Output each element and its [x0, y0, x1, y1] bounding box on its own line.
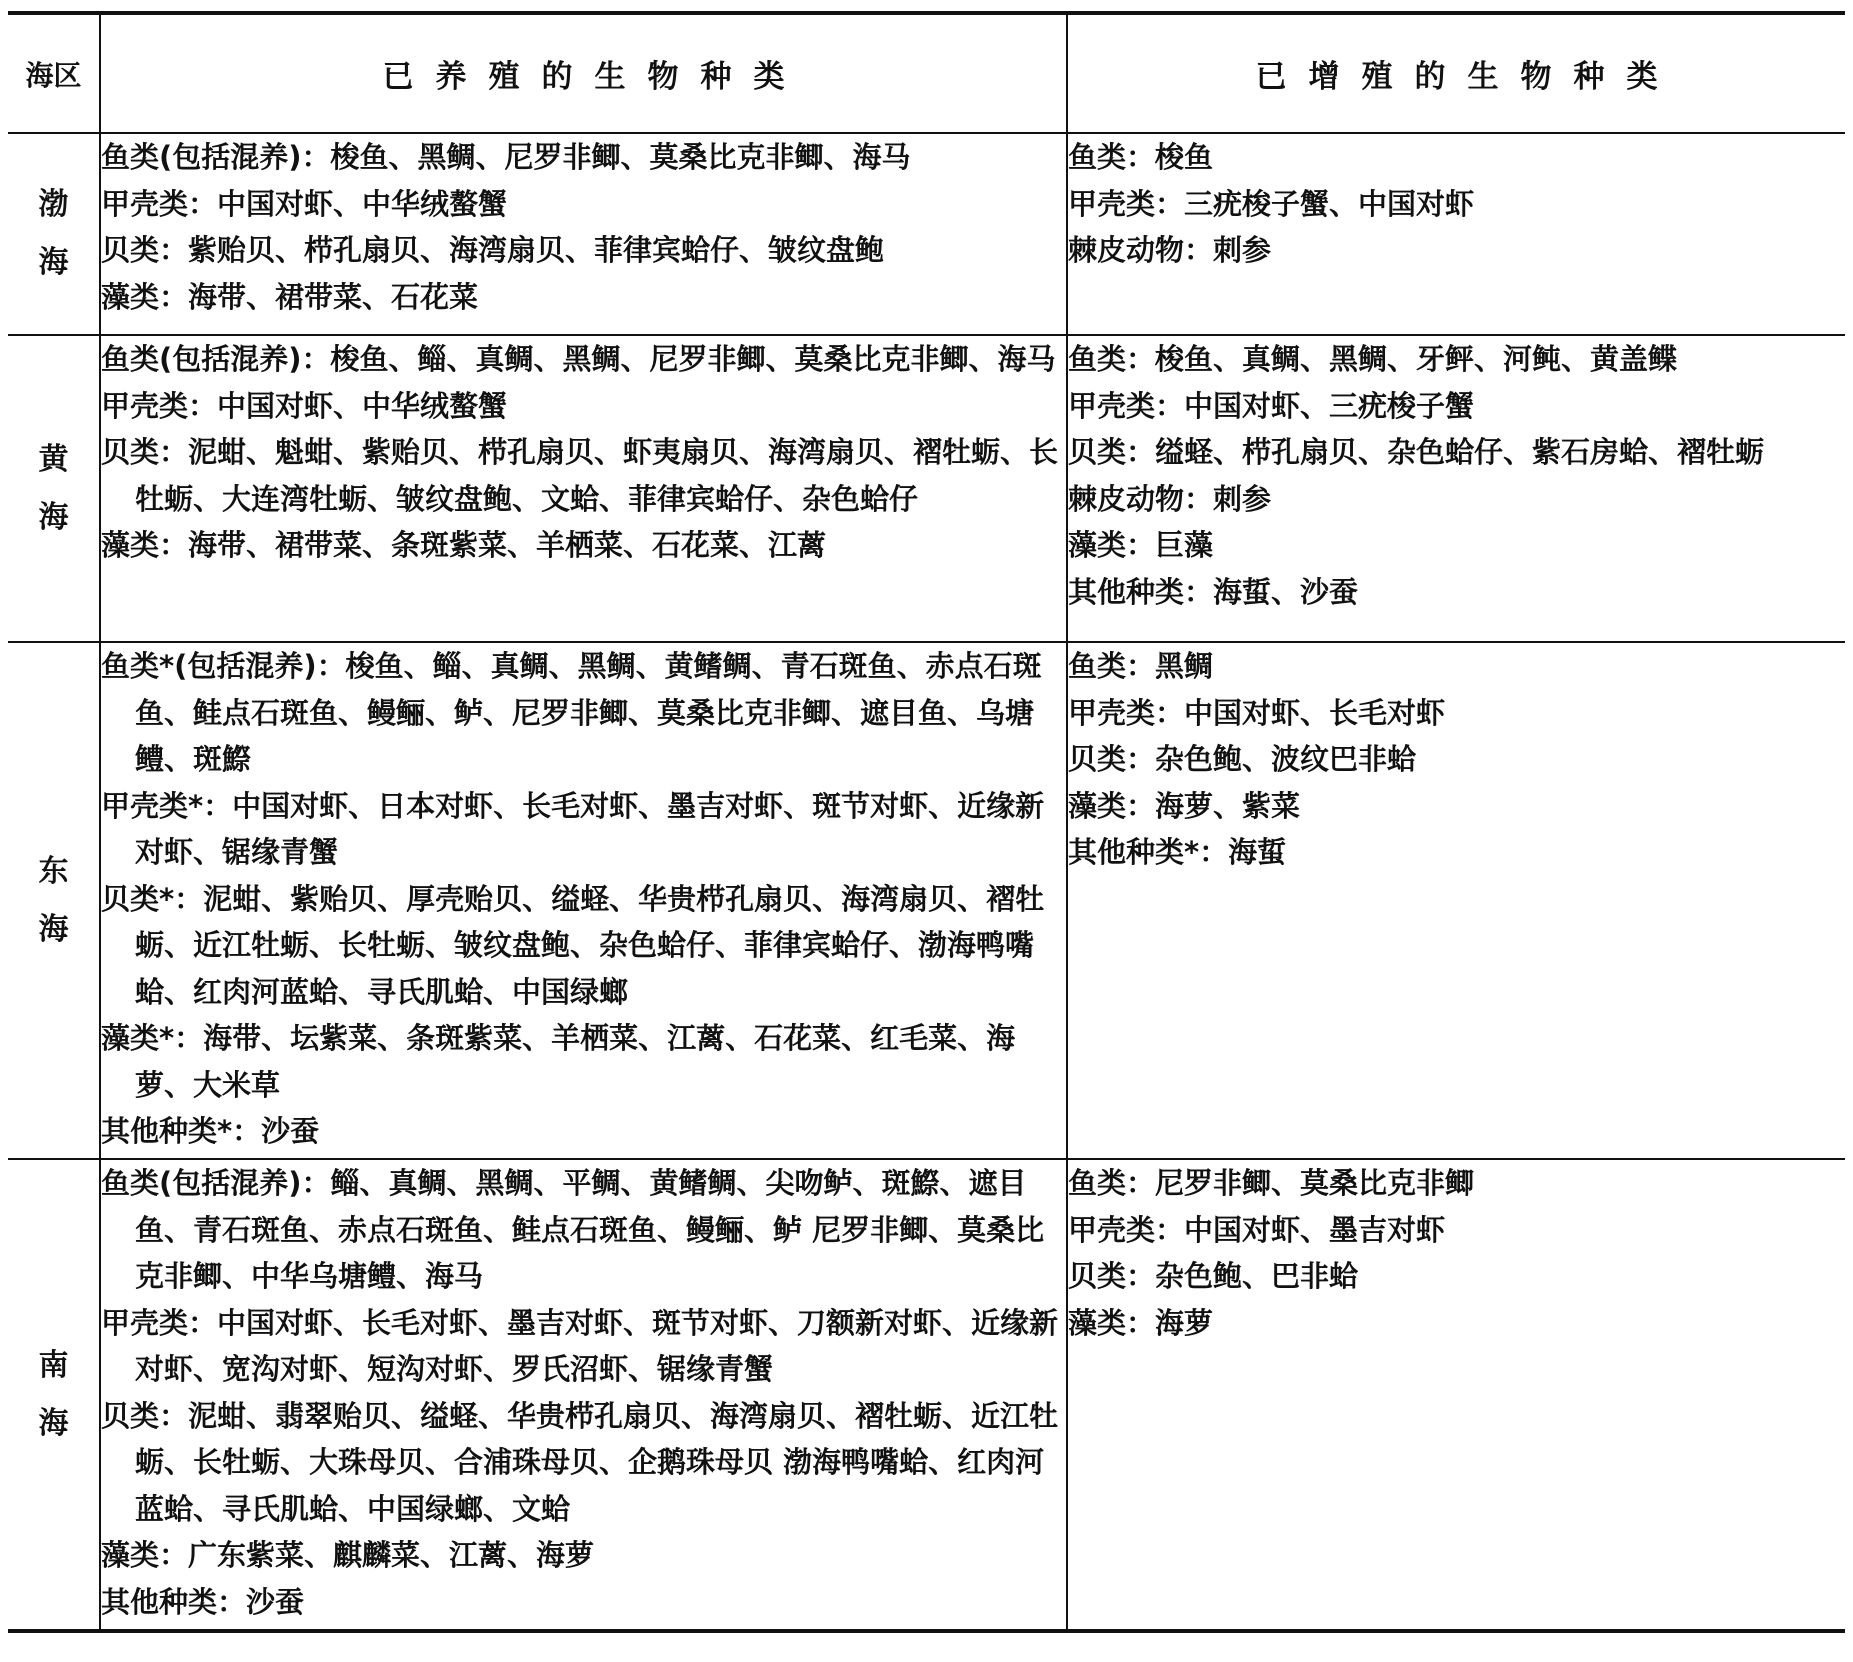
table-body [8, 133, 1845, 1631]
species-line: 甲壳类：中国对虾、中华绒螯蟹 [101, 388, 508, 423]
table-row [8, 133, 1845, 335]
region-char: 海 [38, 911, 69, 947]
species-line: 贝类：缢蛏、栉孔扇贝、杂色蛤仔、紫石房蛤、褶牡蛎 [1068, 435, 1765, 469]
species-line: 其他种类*：沙蚕 [101, 1114, 320, 1148]
species-line: 鱼类：尼罗非鲫、莫桑比克非鲫 [1068, 1166, 1475, 1200]
species-line: 贝类：杂色鲍、波纹巴非蛤 [1068, 742, 1417, 776]
species-line: 藻类*：海带、坛紫菜、条斑紫菜、羊栖菜、江蓠、石花菜、红毛菜、海萝、大米草 [101, 1021, 1016, 1102]
enhanced-species-cell [1067, 1159, 1845, 1631]
region-char: 黄 [38, 441, 69, 477]
species-line: 贝类：泥蚶、翡翠贻贝、缢蛏、华贵栉孔扇贝、海湾扇贝、褶牡蛎、近江牡蛎、长牡蛎、大珠母贝、合浦珠母贝、企鹅珠母贝 渤海鸭嘴蛤、红肉河蓝蛤、寻氏肌蛤、中国绿螂、文蛤 [101, 1398, 1059, 1526]
species-line: 甲壳类：中国对虾、三疣梭子蟹 [1068, 388, 1475, 423]
region-cell [8, 133, 100, 335]
enhanced-species-cell [1067, 133, 1845, 335]
table-row [8, 1159, 1845, 1631]
region-cell [8, 1159, 100, 1631]
region-char: 海 [38, 1405, 69, 1441]
species-line: 藻类：巨藻 [1068, 528, 1214, 562]
region-cell [8, 335, 100, 642]
region-char: 南 [38, 1347, 69, 1383]
species-table [8, 11, 1845, 1633]
species-line: 甲壳类：中国对虾、中华绒螯蟹 [101, 186, 508, 221]
species-line: 鱼类*(包括混养)：梭鱼、鲻、真鲷、黑鲷、黄鳍鲷、青石斑鱼、赤点石斑鱼、鲑点石斑鱼、鳗鲡、鲈、尼罗非鲫、莫桑比克非鲫、遮目鱼、乌塘鳢、斑鰶 [101, 649, 1042, 776]
species-line: 藻类：海萝、紫菜 [1068, 788, 1301, 823]
region-char: 渤 [38, 187, 69, 222]
species-line: 鱼类：黑鲷 [1068, 649, 1214, 683]
cultured-species-cell [100, 1159, 1067, 1631]
species-line: 甲壳类：中国对虾、墨吉对虾 [1068, 1212, 1446, 1247]
cultured-species-cell [100, 133, 1067, 335]
species-line: 贝类：紫贻贝、栉孔扇贝、海湾扇贝、菲律宾蛤仔、皱纹盘鲍 [101, 233, 885, 267]
header-enhanced: 已增殖的生物种类 [1067, 13, 1845, 133]
region-char: 东 [38, 853, 69, 889]
species-line: 甲壳类：中国对虾、长毛对虾、墨吉对虾、斑节对虾、刀额新对虾、近缘新对虾、宽沟对虾、短沟对虾、罗氏沼虾、锯缘青蟹 [101, 1305, 1059, 1386]
species-line: 棘皮动物：刺参 [1068, 233, 1272, 267]
cultured-species-cell [100, 642, 1067, 1159]
header-row [8, 13, 1845, 133]
header-region: 海区 [8, 13, 100, 133]
species-line: 甲壳类*：中国对虾、日本对虾、长毛对虾、墨吉对虾、斑节对虾、近缘新对虾、锯缘青蟹 [101, 788, 1045, 869]
species-line: 其他种类：海蜇、沙蚕 [1068, 574, 1359, 609]
species-line: 鱼类(包括混养)：鲻、真鲷、黑鲷、平鲷、黄鳍鲷、尖吻鲈、斑鰶、遮目鱼、青石斑鱼、赤点石斑鱼、鲑点石斑鱼、鳗鲡、鲈 尼罗非鲫、莫桑比克非鲫、中华乌塘鳢、海马 [101, 1166, 1045, 1293]
species-line: 藻类：海带、裙带菜、石花菜 [101, 279, 479, 314]
species-line: 甲壳类：三疣梭子蟹、中国对虾 [1068, 186, 1475, 221]
species-line: 藻类：海带、裙带菜、条斑紫菜、羊栖菜、石花菜、江蓠 [101, 528, 827, 562]
table-row [8, 335, 1845, 642]
species-line: 藻类：海萝 [1068, 1305, 1214, 1340]
species-line: 棘皮动物：刺参 [1068, 481, 1272, 516]
header-cultured: 已养殖的生物种类 [100, 13, 1067, 133]
region-char: 海 [38, 245, 69, 280]
species-line: 贝类*：泥蚶、紫贻贝、厚壳贻贝、缢蛏、华贵栉孔扇贝、海湾扇贝、褶牡蛎、近江牡蛎、长牡蛎、皱纹盘鲍、杂色蛤仔、菲律宾蛤仔、渤海鸭嘴蛤、红肉河蓝蛤、寻氏肌蛤、中国绿螂 [101, 881, 1045, 1009]
cultured-species-cell [100, 335, 1067, 642]
species-line: 其他种类*：海蜇 [1068, 835, 1287, 869]
species-line: 鱼类(包括混养)：梭鱼、鲻、真鲷、黑鲷、尼罗非鲫、莫桑比克非鲫、海马 [101, 342, 1056, 376]
table-row [8, 642, 1845, 1159]
species-line: 甲壳类：中国对虾、长毛对虾 [1068, 695, 1446, 730]
enhanced-species-cell [1067, 335, 1845, 642]
region-char: 海 [38, 499, 69, 535]
species-line: 鱼类：梭鱼、真鲷、黑鲷、牙鲆、河鲀、黄盖鲽 [1068, 342, 1678, 376]
species-line: 其他种类：沙蚕 [101, 1584, 305, 1619]
species-line: 鱼类(包括混养)：梭鱼、黑鲷、尼罗非鲫、莫桑比克非鲫、海马 [101, 140, 911, 174]
species-line: 贝类：杂色鲍、巴非蛤 [1068, 1259, 1359, 1293]
species-line: 鱼类：梭鱼 [1068, 140, 1214, 174]
species-line: 贝类：泥蚶、魁蚶、紫贻贝、栉孔扇贝、虾夷扇贝、海湾扇贝、褶牡蛎、长牡蛎、大连湾牡蛎、皱纹盘鲍、文蛤、菲律宾蛤仔、杂色蛤仔 [101, 435, 1059, 516]
enhanced-species-cell [1067, 642, 1845, 1159]
species-line: 藻类：广东紫菜、麒麟菜、江蓠、海萝 [101, 1538, 595, 1572]
region-cell [8, 642, 100, 1159]
